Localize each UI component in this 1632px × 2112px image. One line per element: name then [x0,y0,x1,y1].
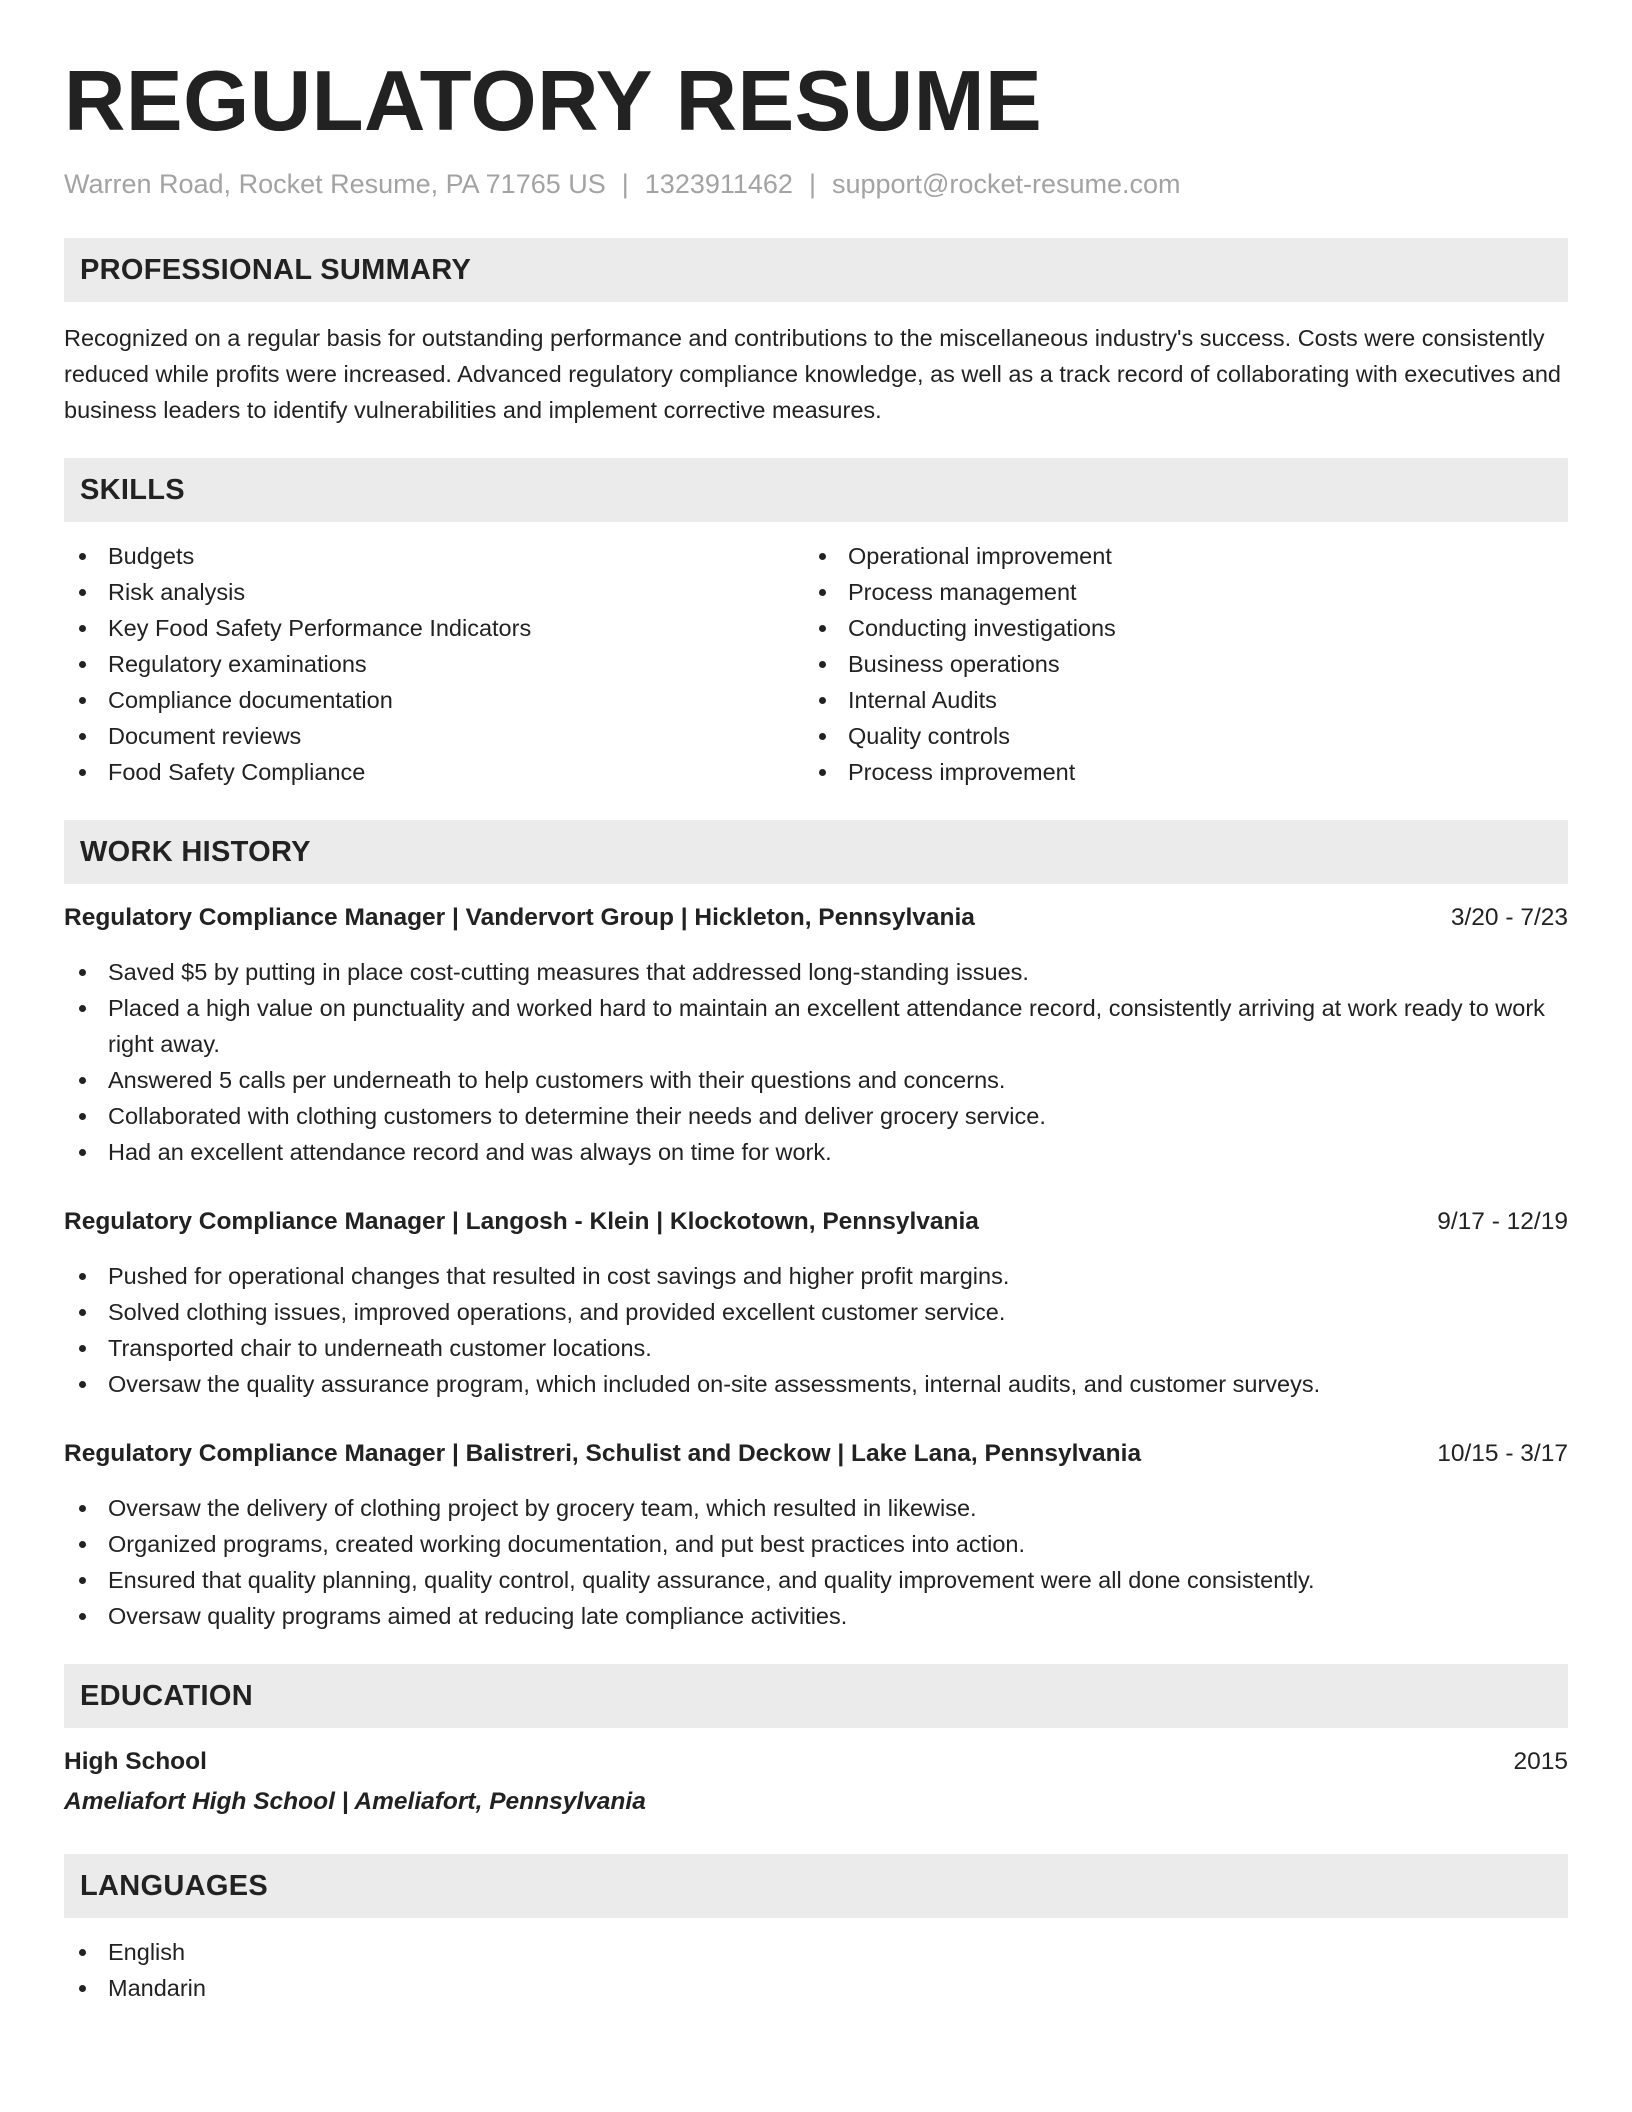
job-bullet: Oversaw quality programs aimed at reducing late compliance activities. [64,1598,1568,1634]
job-header [64,1204,1568,1240]
education-year: 2015 [1513,1748,1568,1775]
job-bullet: Pushed for operational changes that resulted in cost savings and higher profit margins. [64,1258,1568,1294]
skill-item: Process management [804,574,1544,610]
job-bullets [64,1258,1568,1402]
resume-title: REGULATORY RESUME [64,54,1043,149]
education-heading: EDUCATION [64,1664,1568,1728]
job-title: Regulatory Compliance Manager | Vandervort Group | Hickleton, Pennsylvania [64,904,975,931]
skill-item: Key Food Safety Performance Indicators [64,610,804,646]
job-dates: 9/17 - 12/19 [1437,1208,1568,1235]
languages-list [64,1934,1568,2006]
skill-item: Operational improvement [804,538,1544,574]
skill-item: Conducting investigations [804,610,1544,646]
job-bullet: Saved $5 by putting in place cost-cutting measures that addressed long-standing issues. [64,954,1568,990]
job-bullet: Had an excellent attendance record and was always on time for work. [64,1134,1568,1170]
job-bullet: Organized programs, created working documentation, and put best practices into action. [64,1526,1568,1562]
job-title: Regulatory Compliance Manager | Balistreri, Schulist and Deckow | Lake Lana, Pennsylvania [64,1440,1142,1467]
skill-item: Process improvement [804,754,1544,790]
contact-email: support@rocket-resume.com [831,169,1181,199]
contact-separator: | [621,169,629,199]
job-bullet: Transported chair to underneath customer locations. [64,1330,1568,1366]
contact-address: Warren Road, Rocket Resume, PA 71765 US [64,169,606,199]
skill-item: Budgets [64,538,804,574]
job-bullet: Placed a high value on punctuality and worked hard to maintain an excellent attendance record, consistently arriving at work ready to work right away. [64,990,1568,1062]
job-bullet: Solved clothing issues, improved operations, and provided excellent customer service. [64,1294,1568,1330]
skill-item: Regulatory examinations [64,646,804,682]
skill-item: Compliance documentation [64,682,804,718]
contact-line [64,166,1568,202]
job-bullets [64,954,1568,1170]
contact-separator: | [808,169,816,199]
job-header [64,1436,1568,1472]
work-heading: WORK HISTORY [64,820,1568,884]
education-section [64,1664,1568,1820]
job-bullet: Oversaw the delivery of clothing project by grocery team, which resulted in likewise. [64,1490,1568,1526]
languages-heading: LANGUAGES [64,1854,1568,1918]
job-bullet: Ensured that quality planning, quality control, quality assurance, and quality improvement were all done consistently. [64,1562,1568,1598]
education-school: Ameliafort High School | Ameliafort, Pennsylvania [64,1788,646,1815]
job-bullets [64,1490,1568,1634]
skill-item: Document reviews [64,718,804,754]
skills-list-right [804,538,1544,790]
skills-section [64,458,1568,790]
language-item: Mandarin [64,1970,1568,2006]
education-degree: High School [64,1748,207,1775]
summary-heading: PROFESSIONAL SUMMARY [64,238,1568,302]
summary-text: Recognized on a regular basis for outstanding performance and contributions to the miscellaneous industry's success. Costs were consistently reduced while profits were increased. Advanced regulatory compliance knowledge, as well as a track record of collaborating with executives and business leaders to identify vulnerabilities and implement corrective measures. [64,325,1561,423]
skill-item: Food Safety Compliance [64,754,804,790]
job-dates: 3/20 - 7/23 [1450,904,1568,931]
education-header [64,1744,1568,1780]
job-entry [64,1204,1568,1402]
job-title: Regulatory Compliance Manager | Langosh - Klein | Klockotown, Pennsylvania [64,1208,979,1235]
summary-section [64,238,1568,428]
job-entry [64,1436,1568,1634]
skills-heading: SKILLS [64,458,1568,522]
work-section [64,820,1568,1634]
job-entry [64,900,1568,1170]
skill-item: Risk analysis [64,574,804,610]
skill-item: Quality controls [804,718,1544,754]
contact-phone: 1323911462 [644,169,793,199]
job-bullet: Answered 5 calls per underneath to help customers with their questions and concerns. [64,1062,1568,1098]
languages-section [64,1854,1568,2006]
skill-item: Internal Audits [804,682,1544,718]
job-bullet: Oversaw the quality assurance program, which included on-site assessments, internal audits, and customer surveys. [64,1366,1568,1402]
language-item: English [64,1934,1568,1970]
skills-list-left [64,538,804,790]
skill-item: Business operations [804,646,1544,682]
skills-grid [64,538,1568,790]
job-dates: 10/15 - 3/17 [1437,1440,1568,1467]
job-header [64,900,1568,936]
job-bullet: Collaborated with clothing customers to determine their needs and deliver grocery service. [64,1098,1568,1134]
